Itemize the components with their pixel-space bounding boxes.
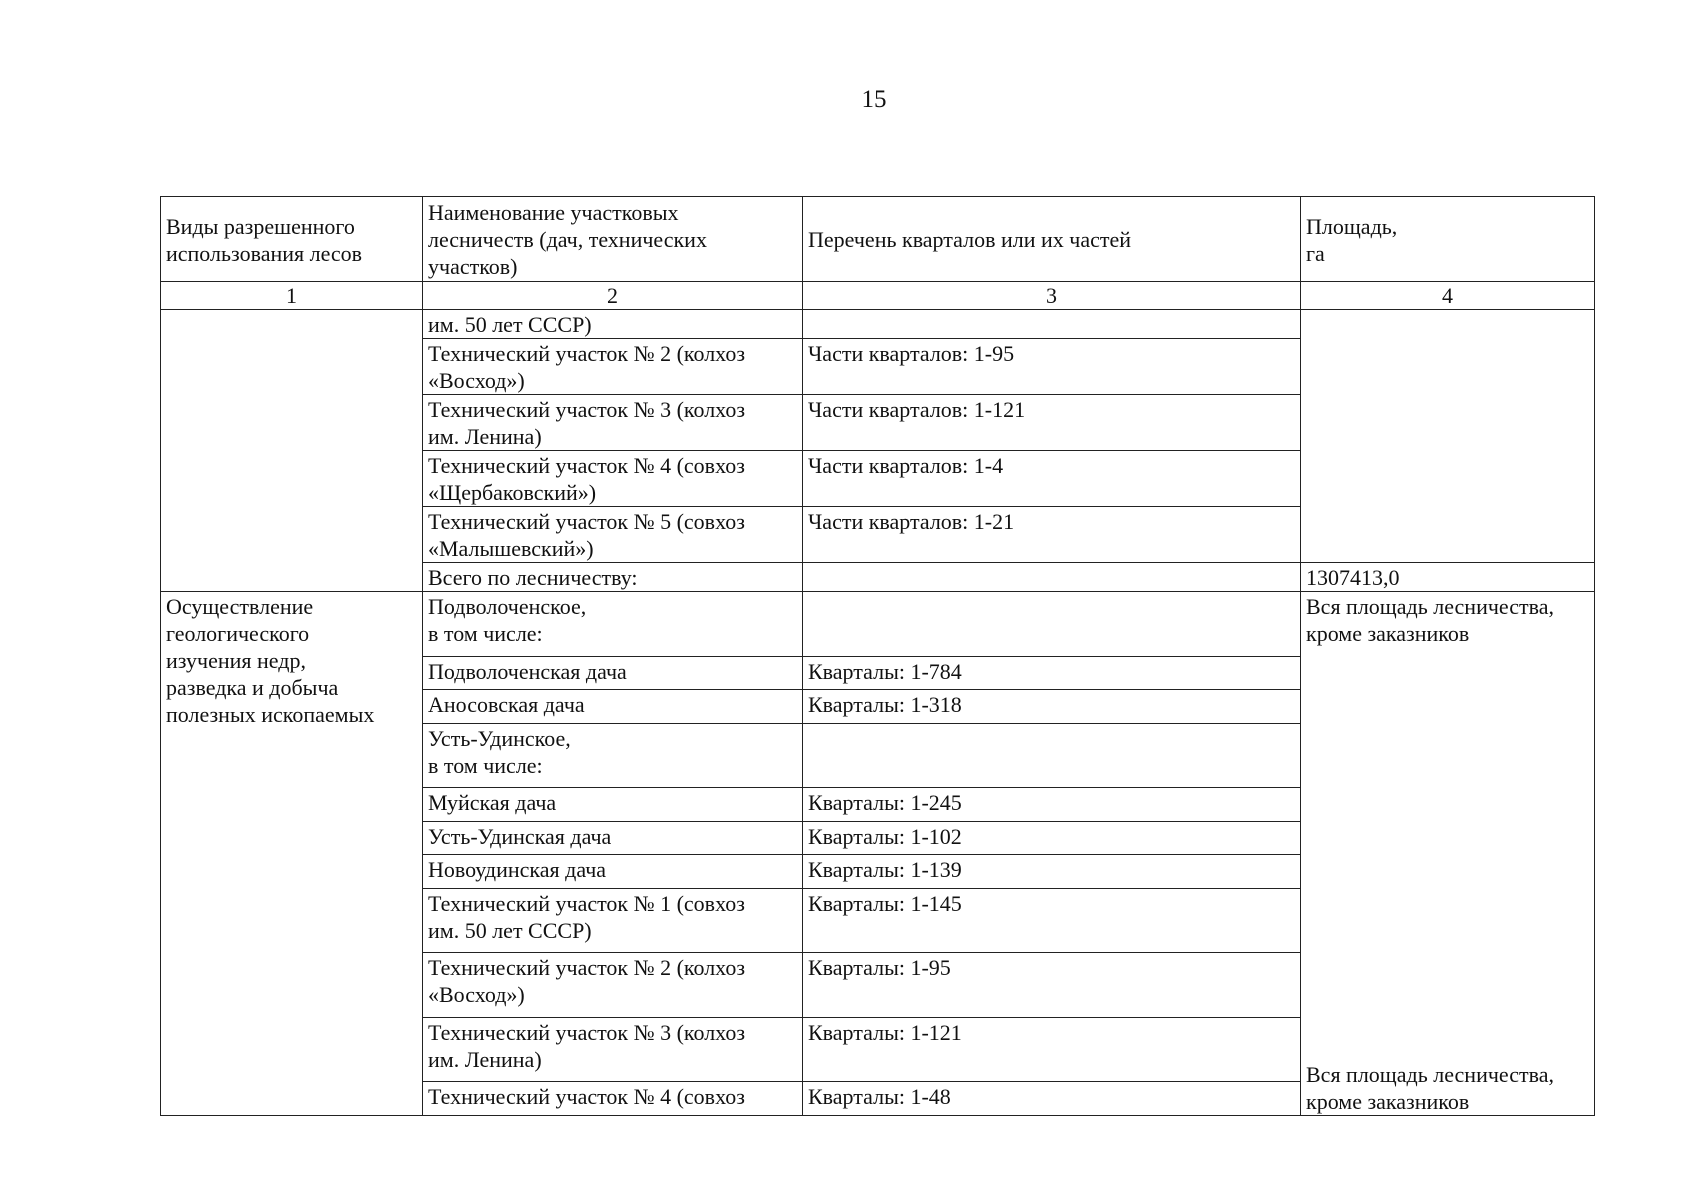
column-number-row — [161, 282, 1595, 310]
forestry-name-cell: Муйская дача — [423, 788, 803, 821]
forestry-name-cell: Аносовская дача — [423, 690, 803, 723]
page-number: 15 — [861, 86, 887, 113]
forestry-name-cell: им. 50 лет СССР) — [423, 310, 803, 339]
header-quarters: Перечень кварталов или их частей — [803, 197, 1301, 282]
quarters-cell: Кварталы: 1-318 — [803, 690, 1301, 723]
forestry-name-cell: Подволоченская дача — [423, 656, 803, 689]
use-type-cell-empty — [161, 310, 423, 592]
quarters-cell: Кварталы: 1-95 — [803, 953, 1301, 1018]
forestry-name-cell: Подволоченское, в том числе: — [423, 592, 803, 657]
forestry-name-cell: Технический участок № 4 (совхоз «Щербаковский») — [423, 451, 803, 507]
header-use-type: Виды разрешенного использования лесов — [161, 197, 423, 282]
column-number: 2 — [423, 282, 803, 310]
quarters-cell — [803, 723, 1301, 788]
forestry-name-cell: Технический участок № 2 (колхоз «Восход») — [423, 339, 803, 395]
forest-use-table — [160, 196, 1595, 1116]
header-forestry-name: Наименование участковых лесничеств (дач, технических участков) — [423, 197, 803, 282]
forestry-name-cell: Технический участок № 3 (колхоз им. Ленина) — [423, 395, 803, 451]
quarters-cell — [803, 592, 1301, 657]
column-number: 3 — [803, 282, 1301, 310]
area-cell-empty — [1301, 310, 1595, 563]
quarters-cell: Кварталы: 1-784 — [803, 656, 1301, 689]
use-type-cell: Осуществление геологического изучения недр, разведка и добыча полезных ископаемых — [161, 592, 423, 1116]
forestry-name-cell: Технический участок № 2 (колхоз «Восход») — [423, 953, 803, 1018]
area-note-bottom: Вся площадь лесничества, кроме заказников — [1306, 1062, 1554, 1114]
table-header-row — [161, 197, 1595, 282]
header-area: Площадь, га — [1301, 197, 1595, 282]
quarters-cell: Части кварталов: 1-4 — [803, 451, 1301, 507]
forestry-name-cell: Технический участок № 5 (совхоз «Малышевский») — [423, 507, 803, 563]
forestry-name-cell: Усть-Удинское, в том числе: — [423, 723, 803, 788]
forestry-name-cell: Технический участок № 3 (колхоз им. Ленина) — [423, 1017, 803, 1082]
area-note-top: Вся площадь лесничества, кроме заказников — [1306, 594, 1554, 646]
quarters-cell: Части кварталов: 1-121 — [803, 395, 1301, 451]
table-row — [161, 592, 1595, 657]
quarters-cell: Кварталы: 1-245 — [803, 788, 1301, 821]
forestry-name-cell: Технический участок № 1 (совхоз им. 50 лет СССР) — [423, 888, 803, 953]
quarters-cell: Кварталы: 1-139 — [803, 855, 1301, 888]
table-row — [161, 310, 1595, 339]
area-note-cell — [1301, 592, 1595, 1116]
quarters-cell: Кварталы: 1-48 — [803, 1082, 1301, 1116]
column-number: 4 — [1301, 282, 1595, 310]
quarters-cell: Части кварталов: 1-21 — [803, 507, 1301, 563]
quarters-cell — [803, 563, 1301, 592]
quarters-cell: Кварталы: 1-145 — [803, 888, 1301, 953]
quarters-cell: Части кварталов: 1-95 — [803, 339, 1301, 395]
quarters-cell — [803, 310, 1301, 339]
forestry-name-cell: Новоудинская дача — [423, 855, 803, 888]
total-label: Всего по лесничеству: — [423, 563, 803, 592]
quarters-cell: Кварталы: 1-121 — [803, 1017, 1301, 1082]
forestry-name-cell: Усть-Удинская дача — [423, 821, 803, 854]
column-number: 1 — [161, 282, 423, 310]
forestry-name-cell: Технический участок № 4 (совхоз — [423, 1082, 803, 1116]
total-area: 1307413,0 — [1301, 563, 1595, 592]
quarters-cell: Кварталы: 1-102 — [803, 821, 1301, 854]
